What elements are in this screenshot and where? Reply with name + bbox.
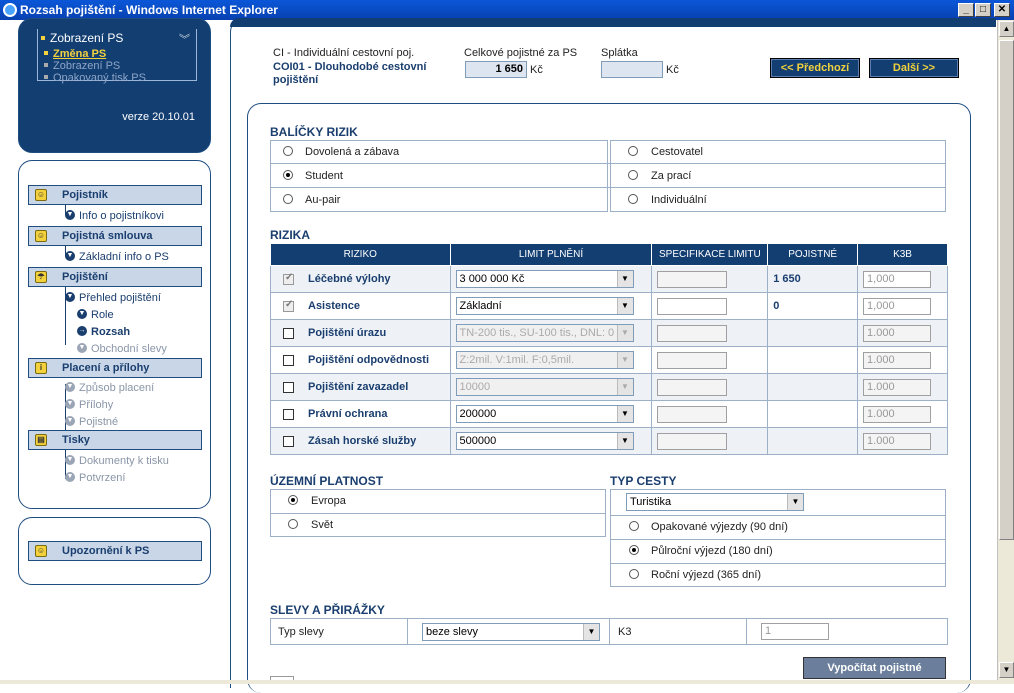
spec-limit-input[interactable] bbox=[657, 298, 727, 315]
territory-radio-evropa[interactable] bbox=[288, 495, 298, 505]
version-label: verze 20.10.01 bbox=[122, 111, 195, 123]
col-riziko: RIZIKO bbox=[271, 244, 451, 266]
minimize-button[interactable]: _ bbox=[958, 3, 974, 17]
arrow-down-icon: ▼ bbox=[66, 383, 74, 390]
k3b-input[interactable]: 1.000 bbox=[863, 379, 931, 396]
table-row bbox=[271, 347, 948, 374]
risks-table bbox=[270, 243, 948, 455]
table-row bbox=[271, 428, 948, 455]
dropdown-arrow-icon: ▼ bbox=[617, 298, 633, 314]
ps-link-change[interactable]: Změna PS bbox=[44, 48, 106, 60]
package-radio-student[interactable] bbox=[283, 170, 293, 180]
table-row bbox=[271, 266, 948, 293]
risk-name: Pojištění zavazadel bbox=[308, 381, 409, 393]
k3b-input[interactable]: 1.000 bbox=[863, 433, 931, 450]
arrow-down-icon: ▼ bbox=[66, 211, 74, 218]
territory-title: ÚZEMNÍ PLATNOST bbox=[270, 474, 384, 488]
risk-name: Léčebné výlohy bbox=[308, 273, 391, 285]
next-button[interactable]: Další >> bbox=[869, 58, 959, 78]
dropdown-arrow-icon: ▼ bbox=[787, 494, 803, 510]
umbrella-icon: ☂ bbox=[35, 271, 47, 283]
limit-select[interactable]: 10000 ▼ bbox=[456, 378, 634, 396]
package-label-cestovatel: Cestovatel bbox=[651, 146, 703, 158]
risk-checkbox[interactable] bbox=[283, 355, 294, 366]
risk-checkbox[interactable] bbox=[283, 409, 294, 420]
nav-panel bbox=[18, 160, 211, 509]
spec-limit-input[interactable] bbox=[657, 352, 727, 369]
spec-limit-input[interactable] bbox=[657, 406, 727, 423]
nav-item-prilohy[interactable]: ▼ Přílohy bbox=[66, 399, 114, 411]
arrow-down-icon: ▼ bbox=[78, 310, 86, 317]
warning-link[interactable]: ☺ Upozornění k PS bbox=[28, 541, 202, 561]
ps-header bbox=[37, 29, 197, 84]
spec-limit-input[interactable] bbox=[657, 433, 727, 450]
sec-tisky[interactable]: ▤ Tisky bbox=[28, 430, 202, 450]
calculate-premium-button[interactable]: Vypočítat pojistné bbox=[803, 657, 946, 679]
k3b-input[interactable]: 1.000 bbox=[863, 325, 931, 342]
printer-icon: ▤ bbox=[35, 434, 47, 446]
dropdown-arrow-icon: ▼ bbox=[617, 379, 633, 395]
total-premium-field: 1 650 bbox=[465, 61, 527, 78]
limit-select[interactable]: Základní ▼ bbox=[456, 297, 634, 315]
discount-type-select[interactable]: beze slevy ▼ bbox=[422, 623, 600, 641]
total-premium-label: Celkové pojistné za PS bbox=[464, 47, 578, 59]
k3b-input[interactable]: 1.000 bbox=[863, 406, 931, 423]
vertical-scrollbar[interactable] bbox=[997, 20, 1014, 680]
trip-type-select[interactable]: Turistika ▼ bbox=[626, 493, 804, 511]
spec-limit-input[interactable] bbox=[657, 325, 727, 342]
package-radio-dovolena[interactable] bbox=[283, 146, 293, 156]
scroll-thumb[interactable] bbox=[999, 40, 1014, 540]
trip-label-opakovane: Opakované výjezdy (90 dní) bbox=[651, 521, 788, 533]
risk-premium bbox=[768, 401, 858, 428]
sec-pojistna-smlouva[interactable]: ☺ Pojistná smlouva bbox=[28, 226, 202, 246]
risk-name: Pojištění odpovědnosti bbox=[308, 354, 430, 366]
sec-pojistnik[interactable]: ☺ Pojistník bbox=[28, 185, 202, 205]
window-titlebar bbox=[0, 0, 1014, 20]
limit-select[interactable]: TN-200 tis., SU-100 tis., DNL: 0 ▼ bbox=[456, 324, 634, 342]
discounts-title: SLEVY A PŘIRÁŽKY bbox=[270, 603, 385, 617]
spec-limit-input[interactable] bbox=[657, 379, 727, 396]
ps-title: Zobrazení PS bbox=[38, 31, 123, 45]
risk-checkbox[interactable] bbox=[283, 301, 294, 312]
previous-button[interactable]: << Předchozí bbox=[770, 58, 860, 78]
table-row bbox=[271, 293, 948, 320]
status-bar bbox=[0, 680, 1014, 684]
table-row bbox=[271, 401, 948, 428]
ps-panel bbox=[18, 18, 211, 153]
maximize-button[interactable]: □ bbox=[975, 3, 991, 17]
nav-item-role[interactable]: ▼ Role bbox=[78, 309, 114, 321]
currency-label-2: Kč bbox=[666, 64, 679, 76]
risk-name: Právní ochrana bbox=[308, 408, 388, 420]
arrow-down-icon: ▼ bbox=[66, 417, 74, 424]
scroll-up-arrow-icon[interactable]: ▲ bbox=[999, 21, 1014, 37]
trip-title: TYP CESTY bbox=[610, 474, 677, 488]
contract-icon: ☺ bbox=[36, 231, 46, 240]
risk-name: Pojištění úrazu bbox=[308, 327, 387, 339]
nav-item-dokumenty[interactable]: ▼ Dokumenty k tisku bbox=[66, 455, 169, 467]
package-label-individualni: Individuální bbox=[651, 194, 707, 206]
ps-link-view[interactable]: Zobrazení PS bbox=[44, 60, 120, 72]
dropdown-arrow-icon: ▼ bbox=[617, 433, 633, 449]
territory-label-evropa: Evropa bbox=[311, 495, 346, 507]
installment-label: Splátka bbox=[601, 47, 638, 59]
risk-checkbox[interactable] bbox=[283, 436, 294, 447]
col-specifikace: SPECIFIKACE LIMITU bbox=[652, 244, 768, 266]
trip-radio-opakovane[interactable] bbox=[629, 521, 639, 531]
limit-select[interactable]: Z:2mil. V:1mil. F:0,5mil. ▼ bbox=[456, 351, 634, 369]
packages-title: BALÍČKY RIZIK bbox=[270, 125, 358, 139]
installment-field bbox=[601, 61, 663, 78]
dropdown-arrow-icon: ▼ bbox=[617, 352, 633, 368]
risk-checkbox[interactable] bbox=[283, 328, 294, 339]
col-k3b: K3B bbox=[858, 244, 948, 266]
risk-premium bbox=[768, 374, 858, 401]
package-radio-individualni[interactable] bbox=[628, 194, 638, 204]
nav-item-obchodni-slevy[interactable]: ▼ Obchodní slevy bbox=[78, 343, 167, 355]
arrow-right-icon: → bbox=[78, 327, 86, 334]
warning-panel bbox=[18, 517, 211, 585]
risk-checkbox[interactable] bbox=[283, 382, 294, 393]
dropdown-arrow-icon: ▼ bbox=[617, 271, 633, 287]
limit-select[interactable]: 200000 ▼ bbox=[456, 405, 634, 423]
table-row bbox=[271, 320, 948, 347]
arrow-down-icon: ▼ bbox=[66, 252, 74, 259]
arrow-down-icon: ▼ bbox=[66, 473, 74, 480]
col-pojistne: POJISTNÉ bbox=[768, 244, 858, 266]
risks-title: RIZIKA bbox=[270, 228, 310, 242]
trip-label-rocni: Roční výjezd (365 dní) bbox=[651, 569, 762, 581]
table-row bbox=[271, 374, 948, 401]
dropdown-arrow-icon: ▼ bbox=[617, 406, 633, 422]
arrow-down-icon: ▼ bbox=[78, 344, 86, 351]
nav-item-zakladni-info[interactable]: ▼ Základní info o PS bbox=[66, 251, 169, 263]
nav-item-info-pojistnik[interactable]: ▼ Info o pojistníkovi bbox=[66, 210, 164, 222]
arrow-down-icon: ▼ bbox=[66, 293, 74, 300]
trip-radio-pulrocni[interactable] bbox=[629, 545, 639, 555]
trip-label-pulrocni: Půlroční výjezd (180 dní) bbox=[651, 545, 773, 557]
window-title: Rozsah pojištění - Windows Internet Explorer bbox=[20, 3, 278, 17]
col-limit: LIMIT PLNĚNÍ bbox=[450, 244, 652, 266]
collapse-chevron-icon[interactable]: ︾ bbox=[179, 34, 190, 46]
risk-premium bbox=[768, 347, 858, 374]
package-radio-au-pair[interactable] bbox=[283, 194, 293, 204]
limit-select[interactable]: 3 000 000 Kč ▼ bbox=[456, 270, 634, 288]
currency-label: Kč bbox=[530, 64, 543, 76]
risk-name: Zásah horské služby bbox=[308, 435, 417, 447]
limit-select[interactable]: 500000 ▼ bbox=[456, 432, 634, 450]
dropdown-arrow-icon: ▼ bbox=[617, 325, 633, 341]
k3b-input[interactable]: 1,000 bbox=[863, 298, 931, 315]
nav-item-pojistne[interactable]: ▼ Pojistné bbox=[66, 416, 119, 428]
sec-pojisteni[interactable]: ☂ Pojištění bbox=[28, 267, 202, 287]
nav-item-potvrzeni[interactable]: ▼ Potvrzení bbox=[66, 472, 126, 484]
page-heading-banner bbox=[230, 18, 996, 27]
spec-limit-input[interactable] bbox=[657, 271, 727, 288]
arrow-down-icon: ▼ bbox=[66, 400, 74, 407]
k3-input[interactable]: 1 bbox=[761, 623, 829, 640]
nav-item-zpusob-placeni[interactable]: ▼ Způsob placení bbox=[66, 382, 155, 394]
package-radio-za-praci[interactable] bbox=[628, 170, 638, 180]
discount-type-label: Typ slevy bbox=[278, 626, 324, 638]
sec-placeni[interactable]: i Placení a přílohy bbox=[28, 358, 202, 378]
person-icon: ☺ bbox=[36, 190, 46, 199]
package-label-au-pair: Au-pair bbox=[305, 194, 341, 206]
risk-name: Asistence bbox=[308, 300, 360, 312]
product-line1: CI - Individuální cestovní poj. bbox=[273, 47, 415, 59]
ie-logo-icon bbox=[3, 3, 17, 17]
package-label-student: Student bbox=[305, 170, 343, 182]
territory-radio-svet[interactable] bbox=[288, 519, 298, 529]
nav-item-rozsah[interactable]: → Rozsah bbox=[78, 326, 131, 338]
risk-premium: 0 bbox=[768, 293, 858, 320]
arrow-down-icon: ▼ bbox=[66, 456, 74, 463]
risk-premium bbox=[768, 320, 858, 347]
scroll-down-arrow-icon[interactable]: ▼ bbox=[999, 662, 1014, 678]
risk-premium: 1 650 bbox=[768, 266, 858, 293]
product-line2: COI01 - Dlouhodobé cestovní pojištění bbox=[273, 61, 427, 86]
k3-label: K3 bbox=[618, 626, 632, 638]
risk-premium bbox=[768, 428, 858, 455]
warning-icon: ☺ bbox=[36, 546, 46, 555]
package-radio-cestovatel[interactable] bbox=[628, 146, 638, 156]
info-icon: i bbox=[35, 362, 47, 374]
territory-label-svet: Svět bbox=[311, 519, 334, 531]
nav-item-prehled[interactable]: ▼ Přehled pojištění bbox=[66, 292, 161, 304]
k3b-input[interactable]: 1,000 bbox=[863, 271, 931, 288]
package-label-za-praci: Za prací bbox=[651, 170, 692, 182]
dropdown-arrow-icon: ▼ bbox=[583, 624, 599, 640]
package-label-dovolena: Dovolená a zábava bbox=[305, 146, 400, 158]
risk-checkbox[interactable] bbox=[283, 274, 294, 285]
k3b-input[interactable]: 1.000 bbox=[863, 352, 931, 369]
ps-link-reprint[interactable]: Opakovaný tisk PS bbox=[44, 72, 146, 84]
trip-radio-rocni[interactable] bbox=[629, 569, 639, 579]
close-button[interactable]: ✕ bbox=[994, 3, 1010, 17]
